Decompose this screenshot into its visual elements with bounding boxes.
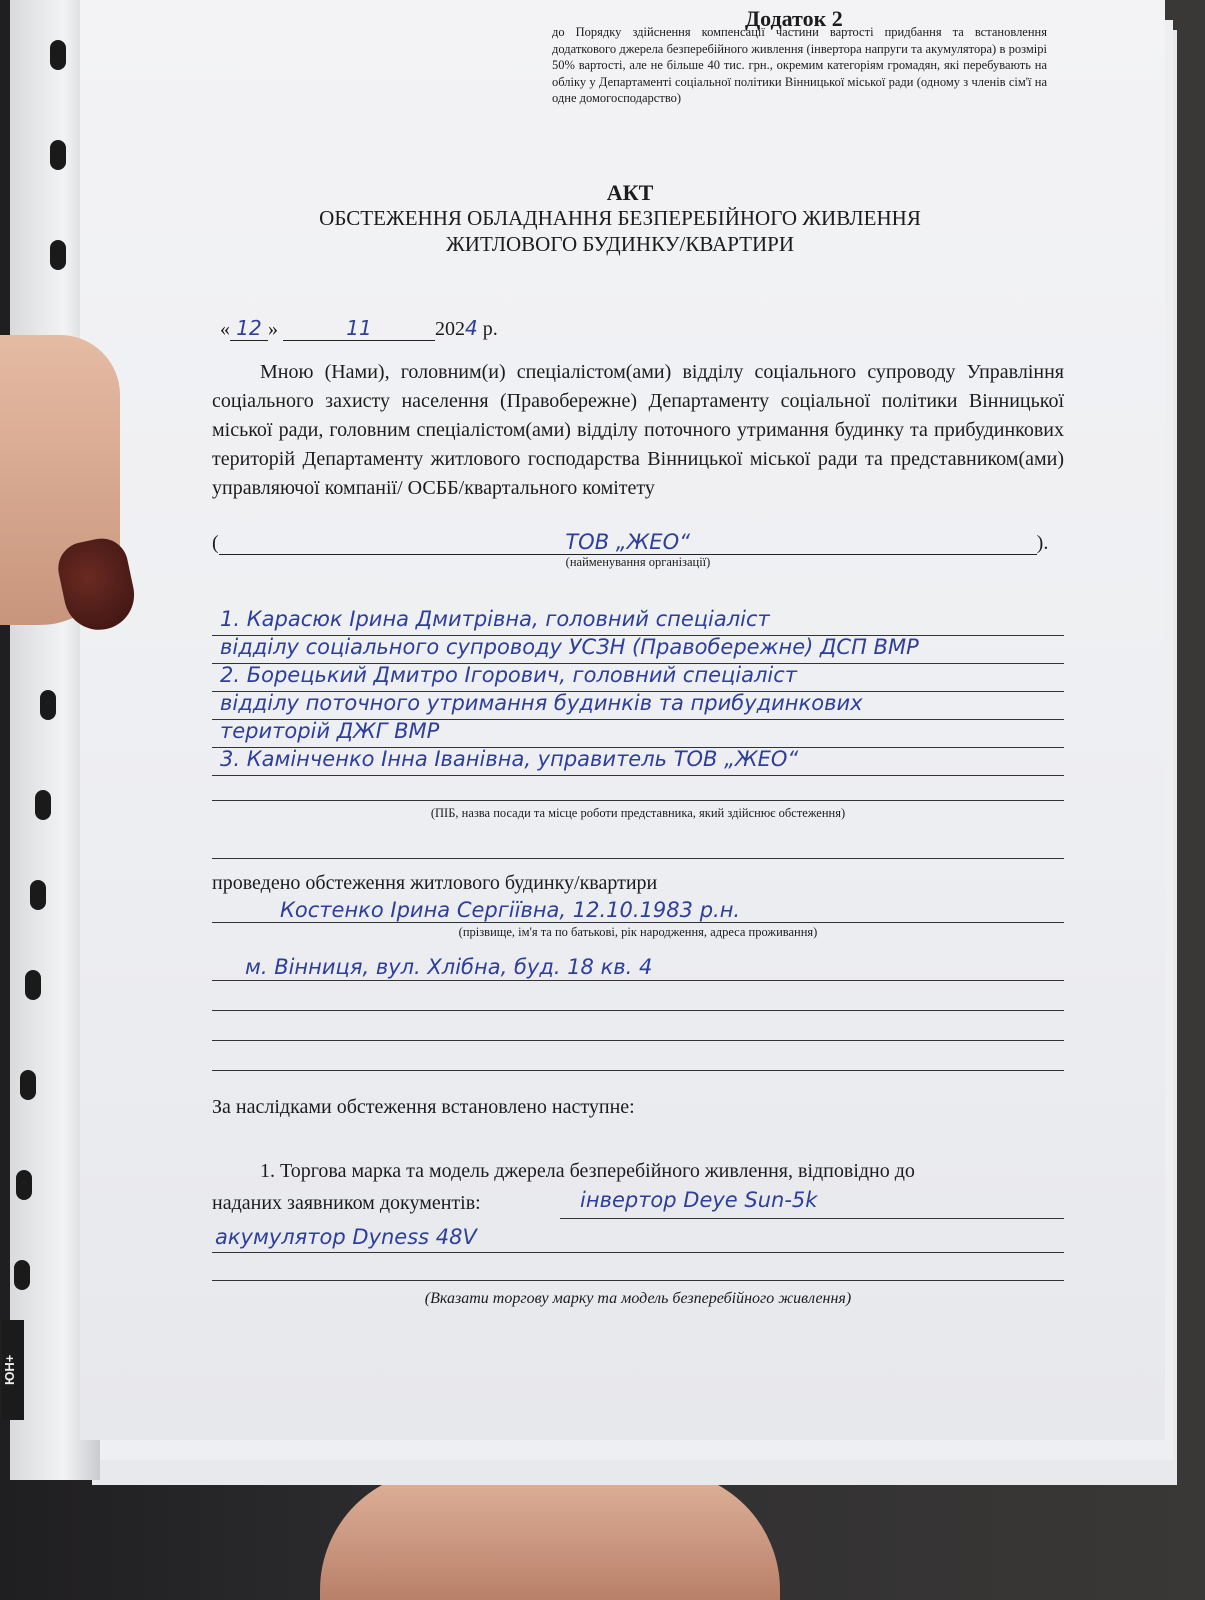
organization-name: ТОВ „ЖЕО“ <box>219 530 1037 555</box>
punch-hole <box>20 1070 36 1100</box>
act-heading <box>200 205 1040 257</box>
punch-hole <box>30 880 46 910</box>
rep-line: 3. Камінченко Інна Іванівна, управитель ТОВ „ЖЕО“ <box>220 747 799 771</box>
rep-line: відділу поточного утримання будинків та прибудинкових <box>220 691 863 715</box>
date-open-quote: « <box>220 318 230 340</box>
act-title: АКТ <box>606 180 654 205</box>
punch-hole <box>14 1260 30 1290</box>
org-close: ). <box>1036 532 1049 554</box>
punch-hole <box>40 690 56 720</box>
blank-rule <box>212 858 1064 859</box>
punch-hole <box>50 240 66 270</box>
address-rule <box>212 1070 1064 1071</box>
item1-caption: (Вказати торгову марку та модель безперебійного живлення) <box>424 1290 852 1307</box>
date-year-prefix: 202 <box>435 318 465 340</box>
punch-hole <box>25 970 41 1000</box>
org-open: ( <box>212 532 219 554</box>
appendix-note: до Порядку здійснення компенсації частини вартості придбання та встановлення додаткового джерела безперебійного живлення (інвертора напруги та акумулятора) в розмірі 50% вартості, але не більше 40 тис. грн., окремим категоріям громадян, які перебувають на обліку у Департаменті соціальної політики Вінницької міської ради (одному з членів сім'ї на одне домогосподарство) <box>552 25 1047 105</box>
rep-line: відділу соціального супроводу УСЗН (Правобережне) ДСП ВМР <box>220 635 919 659</box>
date-month: 11 <box>283 316 435 341</box>
address-rule <box>212 1010 1064 1011</box>
item1-value-line1: інвертор Deye Sun-5k <box>580 1188 818 1212</box>
rep-line: територій ДЖГ ВМР <box>220 719 440 743</box>
intro-text: Мною (Нами), головним(и) спеціалістом(ами) відділу соціального супроводу Управління соціального захисту населення (Правобережне) Департаменту соціальної політики Вінницької міської ради, головним спеціалістом(ами) відділу поточного утримання будинку та прибудинкових територій Департаменту житлового господарства Вінницької міської ради та представником(ами) управляючої компанії/ ОСББ/квартального комітету <box>212 361 1064 499</box>
item1-rule <box>212 1280 1064 1281</box>
sticker: ЮН+ <box>2 1320 24 1420</box>
rep-line: 2. Борецький Дмитро Ігорович, головний спеціаліст <box>220 663 798 687</box>
item1-rule <box>560 1218 1064 1219</box>
act-heading-line2: ЖИТЛОВОГО БУДИНКУ/КВАРТИРИ <box>445 232 795 256</box>
rep-line: 1. Карасюк Ірина Дмитрівна, головний спеціаліст <box>220 607 770 631</box>
document-page <box>80 0 1165 1440</box>
rep-rule <box>212 800 1064 801</box>
inspection-address: м. Вінниця, вул. Хлібна, буд. 18 кв. 4 <box>245 955 653 979</box>
organization-row <box>212 530 1064 570</box>
date-year-digit: 4 <box>465 316 478 340</box>
punch-hole <box>50 140 66 170</box>
inspection-label: проведено обстеження житлового будинку/квартири <box>212 872 658 894</box>
findings-label: За наслідками обстеження встановлено наступне: <box>212 1096 635 1118</box>
rep-rule <box>212 775 1064 776</box>
item1-rule <box>212 1252 1064 1253</box>
punch-hole <box>50 40 66 70</box>
act-heading-line1: ОБСТЕЖЕННЯ ОБЛАДНАННЯ БЕЗПЕРЕБІЙНОГО ЖИВЛЕННЯ <box>319 206 921 230</box>
punch-hole <box>16 1170 32 1200</box>
representatives-caption: (ПІБ, назва посади та місце роботи представника, який здійснює обстеження) <box>430 806 846 820</box>
punch-hole <box>35 790 51 820</box>
hand-bottom <box>320 1470 780 1600</box>
inspection-caption: (прізвище, ім'я та по батькові, рік народження, адреса проживання) <box>458 925 818 939</box>
date-suffix: р. <box>482 318 498 340</box>
address-rule <box>212 1040 1064 1041</box>
inspection-rule <box>212 922 1064 923</box>
item1-text-line2: наданих заявником документів: <box>212 1192 481 1214</box>
address-rule <box>212 980 1064 981</box>
intro-paragraph <box>212 358 1064 503</box>
date-close-quote: » <box>268 318 278 340</box>
item1-value-line2: акумулятор Dyness 48V <box>215 1225 477 1249</box>
organization-caption: (найменування організації) <box>565 555 711 569</box>
item1-text-line1: 1. Торгова марка та модель джерела безперебійного живлення, відповідно до <box>260 1160 915 1182</box>
appendix-title: Додаток 2 <box>745 6 843 31</box>
date-day: 12 <box>230 316 268 341</box>
inspection-person: Костенко Ірина Сергіївна, 12.10.1983 р.н. <box>280 898 741 922</box>
date-row <box>220 316 498 341</box>
